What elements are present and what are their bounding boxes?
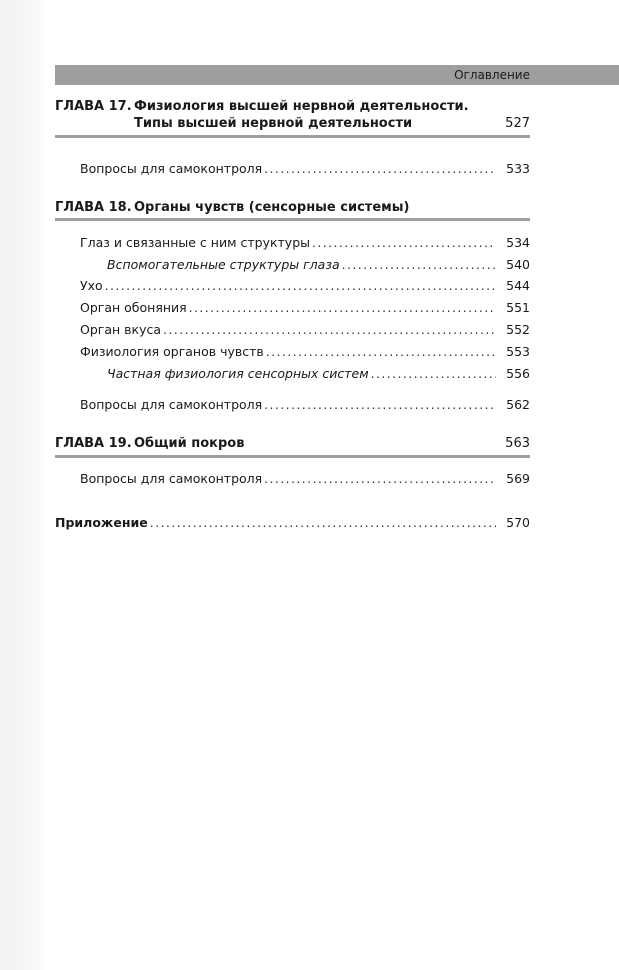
entry-page-number: 552 [506,322,530,337]
entry-page-number: 533 [506,161,530,176]
entry-page-number: 544 [506,278,530,293]
running-header-band [55,65,619,85]
entry-text: Приложение [55,515,148,530]
entry-page-number: 534 [506,235,530,250]
entry-text: Физиология органов чувств [80,344,264,359]
entry-text: Ухо [80,278,103,293]
chapter-page-number: 527 [505,116,530,131]
toc-entry-smell[interactable] [80,299,530,317]
dot-leader [189,299,496,317]
dot-leader [266,343,496,361]
entry-text: Вспомогательные структуры глаза [107,257,340,272]
dot-leader [264,160,496,178]
chapter-title: Органы чувств (сенсорные системы) [134,200,410,215]
dot-leader [150,514,496,532]
entry-page-number: 562 [506,397,530,412]
toc-entry-sensory-private[interactable] [107,365,530,383]
entry-text: Вопросы для самоконтроля [80,471,263,486]
chapter-divider [55,218,530,221]
dot-leader [312,234,496,252]
entry-text: Орган вкуса [80,322,161,337]
entry-text: Орган обоняния [80,300,187,315]
toc-entry-ch19-questions[interactable] [80,470,530,488]
toc-entry-eye[interactable] [80,234,530,252]
chapter-title-line2: Типы высшей нервной деятельности [134,116,413,131]
entry-text: Вопросы для самоконтроля [80,161,263,176]
dot-leader [371,365,496,383]
dot-leader [342,256,496,274]
entry-page-number: 570 [506,515,530,530]
dot-leader [264,396,496,414]
chapter-title: Общий покров [134,436,245,451]
toc-entry-senses-physiology[interactable] [80,343,530,361]
toc-entry-appendix[interactable] [55,514,530,532]
chapter-divider [55,455,530,458]
dot-leader [163,321,496,339]
toc-entry-ch18-questions[interactable] [80,396,530,414]
chapter-page-number: 563 [505,436,530,451]
dot-leader [264,470,496,488]
entry-page-number: 551 [506,300,530,315]
chapter-label: ГЛАВА 19. [55,436,132,451]
entry-page-number: 556 [506,366,530,381]
entry-page-number: 569 [506,471,530,486]
chapter-label: ГЛАВА 18. [55,200,132,215]
toc-entry-ch17-questions[interactable] [80,160,530,178]
toc-entry-ear[interactable] [80,277,530,295]
entry-page-number: 553 [506,344,530,359]
dot-leader [105,277,496,295]
entry-text: Глаз и связанные с ним структуры [80,235,310,250]
page-edge-shadow [0,0,44,970]
entry-text: Частная физиология сенсорных систем [107,366,369,381]
toc-entry-taste[interactable] [80,321,530,339]
toc-entry-eye-aux[interactable] [107,256,530,274]
chapter-divider [55,135,530,138]
chapter-label: ГЛАВА 17. [55,99,132,114]
entry-text: Вопросы для самоконтроля [80,397,263,412]
running-header-title: Оглавление [454,68,530,82]
entry-page-number: 540 [506,257,530,272]
chapter-title: Физиология высшей нервной деятельности. [134,99,469,114]
